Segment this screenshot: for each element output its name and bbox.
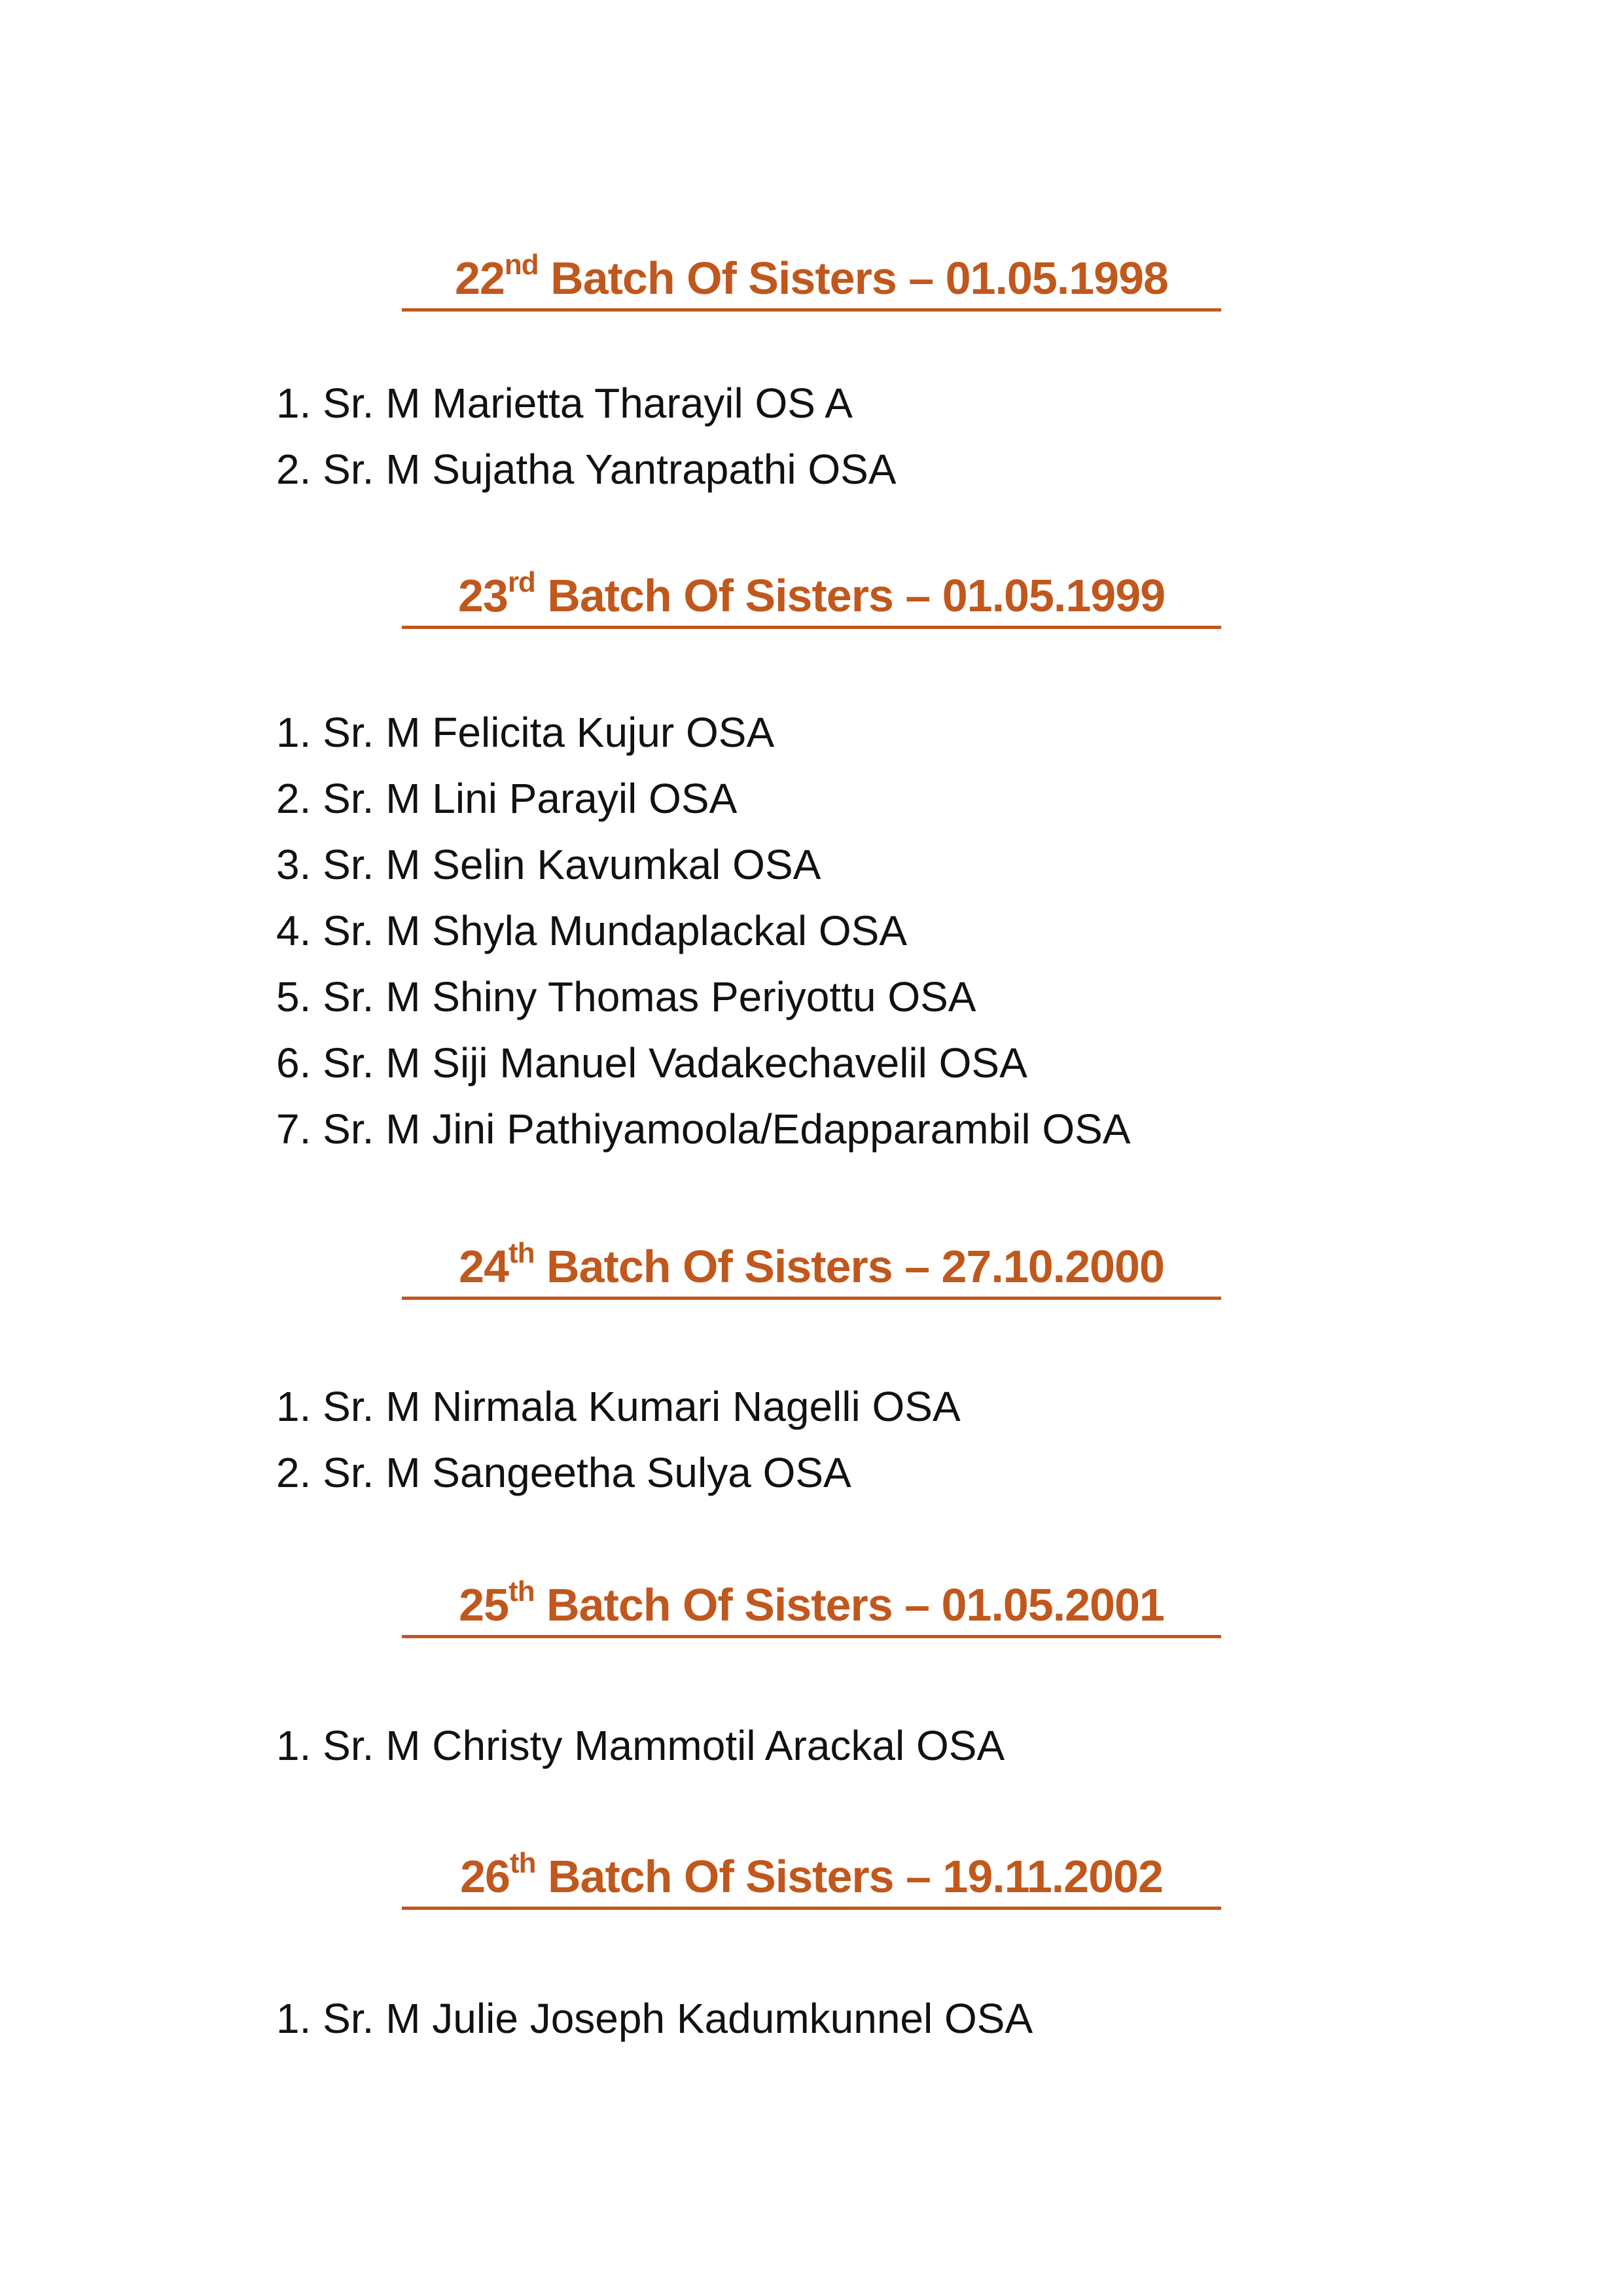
batch-number: 22 [455, 253, 505, 304]
list-item: 2. Sr. M Sujatha Yantrapathi OSA [276, 446, 897, 493]
batch-ordinal-suffix: th [508, 1575, 535, 1607]
batch-title: Batch Of Sisters – 01.05.2001 [534, 1579, 1164, 1630]
list-item: 7. Sr. M Jini Pathiyamoola/Edapparambil OSA [276, 1105, 1131, 1153]
batch-23-member-list [276, 700, 1131, 1162]
batch-25-member-list [276, 1713, 1005, 1779]
list-item: 6. Sr. M Siji Manuel Vadakechavelil OSA [276, 1039, 1027, 1086]
batch-ordinal-suffix: rd [507, 565, 535, 598]
list-item: 2. Sr. M Sangeetha Sulya OSA [276, 1449, 851, 1496]
batch-title: Batch Of Sisters – 01.05.1999 [535, 570, 1166, 621]
list-item: 1. Sr. M Marietta Tharayil OS A [276, 380, 853, 427]
batch-title: Batch Of Sisters – 19.11.2002 [535, 1851, 1163, 1902]
batch-number: 25 [459, 1579, 509, 1630]
batch-ordinal-suffix: th [509, 1846, 536, 1879]
batch-number: 24 [459, 1241, 509, 1292]
batch-23-heading [402, 565, 1221, 629]
list-item: 1. Sr. M Julie Joseph Kadumkunnel OSA [276, 1995, 1033, 2042]
batch-24-member-list [276, 1374, 961, 1506]
batch-26-heading [402, 1846, 1221, 1910]
batch-number: 23 [457, 570, 508, 621]
list-item: 3. Sr. M Selin Kavumkal OSA [276, 841, 821, 888]
batch-22-member-list [276, 370, 897, 503]
list-item: 1. Sr. M Nirmala Kumari Nagelli OSA [276, 1383, 961, 1430]
list-item: 2. Sr. M Lini Parayil OSA [276, 775, 738, 822]
list-item: 1. Sr. M Christy Mammotil Arackal OSA [276, 1722, 1005, 1769]
batch-title: Batch Of Sisters – 27.10.2000 [534, 1241, 1164, 1292]
batch-number: 26 [460, 1851, 510, 1902]
batch-25-heading [402, 1575, 1221, 1638]
list-item: 1. Sr. M Felicita Kujur OSA [276, 709, 775, 756]
list-item: 4. Sr. M Shyla Mundaplackal OSA [276, 907, 907, 954]
batch-26-member-list [276, 1986, 1033, 2052]
list-item: 5. Sr. M Shiny Thomas Periyottu OSA [276, 973, 976, 1020]
batch-ordinal-suffix: nd [504, 248, 539, 281]
batch-ordinal-suffix: th [508, 1236, 535, 1269]
batch-24-heading [402, 1236, 1221, 1300]
batch-22-heading [402, 248, 1221, 312]
batch-title: Batch Of Sisters – 01.05.1998 [538, 253, 1168, 304]
